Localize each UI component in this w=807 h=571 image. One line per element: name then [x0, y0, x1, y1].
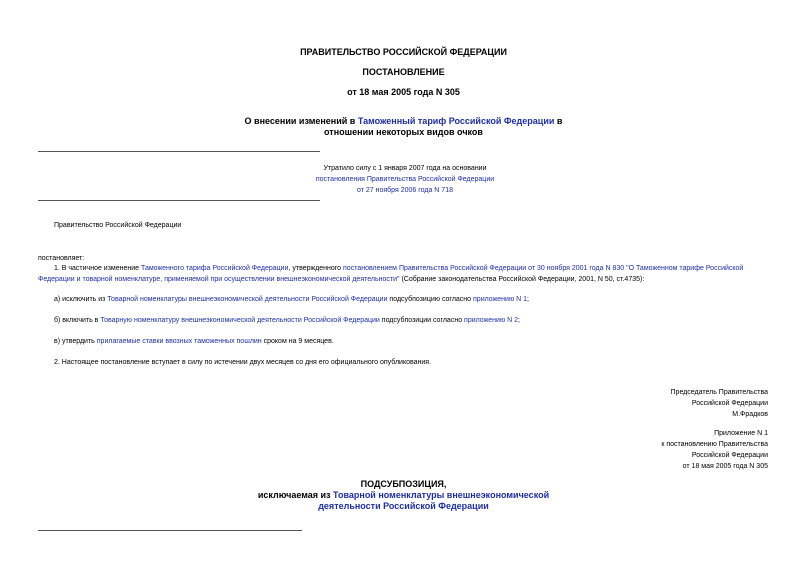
- appendix-line4: от 18 мая 2005 года N 305: [682, 463, 768, 470]
- authority-heading: ПРАВИТЕЛЬСТВО РОССИЙСКОЙ ФЕДЕРАЦИИ: [300, 47, 507, 57]
- p1-resolution-link[interactable]: постановлением Правительства Российской Федерации от 30 ноября 2001 года N 830 "О Таможенном тарифе Российской: [343, 265, 744, 272]
- p1-text-c: (Собрание законодательства Российской Федерации, 2001, N 50, ст.4735):: [399, 276, 645, 283]
- appendix-line2: к постановлению Правительства: [661, 441, 768, 448]
- appendix-header: [540, 428, 768, 472]
- pb-text-a: б) включить в: [54, 317, 101, 324]
- status-note-link-line2[interactable]: от 27 ноября 2006 года N 718: [357, 187, 453, 194]
- p1-text-b: , утвержденного: [288, 265, 344, 272]
- pa-text-a: а) исключить из: [54, 296, 108, 303]
- appendix-line1: Приложение N 1: [714, 430, 768, 437]
- decides-text: постановляет:: [38, 255, 85, 262]
- status-note-link-line1[interactable]: постановления Правительства Российской Федерации: [315, 176, 495, 183]
- pa-text-c: ;: [527, 296, 529, 303]
- signature-line2: Российской Федерации: [691, 400, 768, 407]
- pb-text-c: ;: [518, 317, 520, 324]
- title-tariff-link[interactable]: Таможенный тариф Российской Федерации: [357, 116, 555, 126]
- title-prefix: О внесении изменений в: [244, 116, 358, 126]
- pb-appendix2-link[interactable]: приложению N 2: [464, 317, 519, 324]
- appendix-title-link-line2[interactable]: деятельности Российской Федерации: [318, 501, 489, 511]
- appendix-title-line1: ПОДСУБПОЗИЦИЯ,: [360, 479, 447, 489]
- pb-text-b: подсубпозиции согласно: [379, 317, 465, 324]
- pb-nomenclature-link[interactable]: Товарную номенклатуру внешнеэкономической деятельности Российской Федерации: [100, 317, 380, 324]
- pc-text-b: сроком на 9 месяцев.: [261, 338, 334, 345]
- divider-appendix: [38, 530, 302, 531]
- appendix-title-link-line1[interactable]: Товарной номенклатуры внешнеэкономической: [333, 490, 550, 500]
- paragraph-1: [38, 263, 778, 285]
- appendix-title: [0, 479, 807, 512]
- p1-tariff-link[interactable]: Таможенного тарифа Российской Федерации: [141, 265, 289, 272]
- pa-text-b: подсубпозицию согласно: [387, 296, 474, 303]
- paragraph-b: [54, 315, 520, 326]
- appendix-title-prefix: исключаемая из: [257, 490, 334, 500]
- pa-nomenclature-link[interactable]: Товарной номенклатуры внешнеэкономической деятельности Российской Федерации: [107, 296, 388, 303]
- paragraph-2: 2. Настоящее постановление вступает в силу по истечении двух месяцев со дня его официального опубликования.: [54, 359, 432, 366]
- title-suffix: в: [554, 116, 563, 126]
- intro-text: Правительство Российской Федерации: [54, 222, 182, 229]
- signature-line1: Председатель Правительства: [670, 389, 768, 396]
- document-date-number: от 18 мая 2005 года N 305: [347, 87, 460, 97]
- divider-top: [38, 151, 320, 152]
- document-title: [0, 116, 807, 138]
- pa-appendix1-link[interactable]: приложению N 1: [473, 296, 528, 303]
- paragraph-c: [54, 336, 334, 347]
- appendix-line3: Российской Федерации: [691, 452, 768, 459]
- document-type: ПОСТАНОВЛЕНИЕ: [362, 67, 445, 77]
- title-line2: отношении некоторых видов очков: [324, 127, 483, 137]
- signature-block: [540, 387, 768, 420]
- status-note-line1: Утратило силу с 1 января 2007 года на основании: [323, 165, 487, 172]
- divider-bottom: [38, 200, 320, 201]
- paragraph-a: [54, 294, 529, 305]
- signature-name: М.Фрадков: [732, 411, 768, 418]
- pc-text-a: в) утвердить: [54, 338, 97, 345]
- pc-rates-link[interactable]: прилагаемые ставки ввозных таможенных пошлин: [96, 338, 262, 345]
- p1-text-a: 1. В частичное изменение: [54, 265, 141, 272]
- p1-resolution-link-cont[interactable]: Федерации и товарной номенклатуре, применяемой при осуществлении внешнеэкономической деятельности": [38, 276, 400, 283]
- status-note: [250, 163, 560, 196]
